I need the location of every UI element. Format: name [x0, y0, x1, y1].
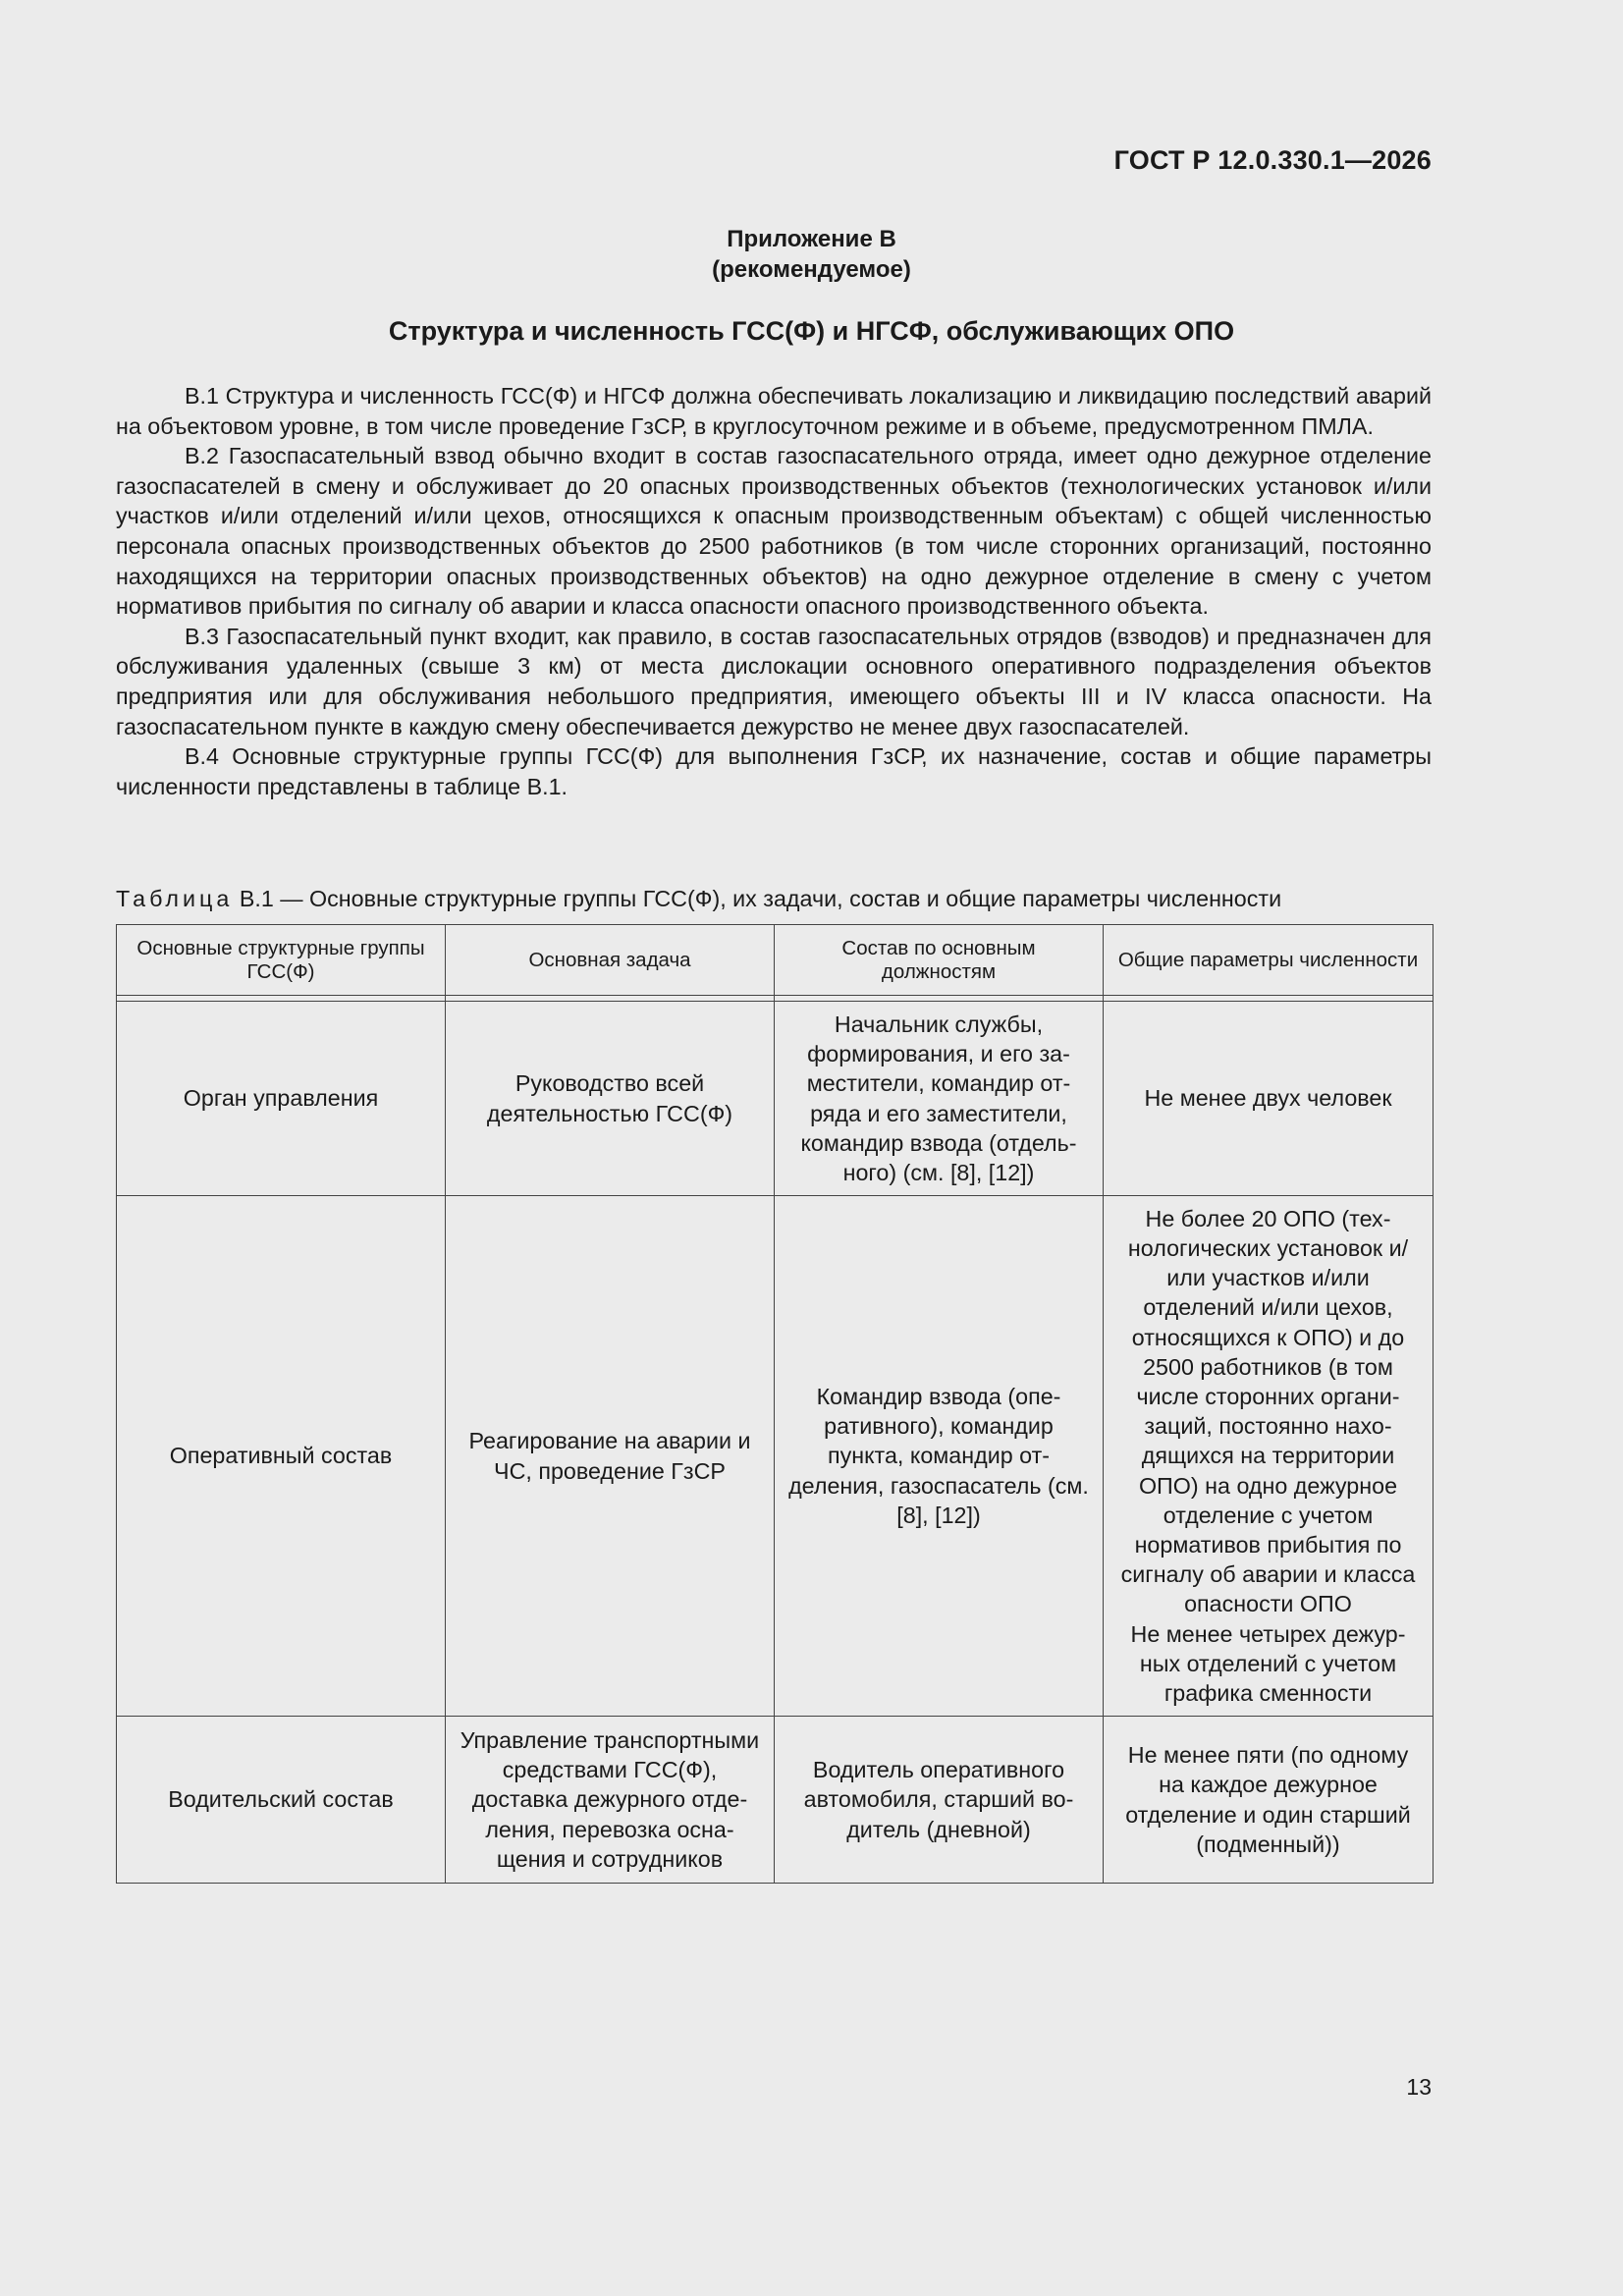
- table-row: [117, 1002, 1434, 1196]
- table-header-row: [117, 925, 1434, 996]
- cell-composition: Командир взвода (оперативного), командир пункта, командир отделения, газоспасатель (см. [8], [12]): [775, 1196, 1104, 1717]
- structure-table: [116, 924, 1434, 1884]
- cell-numbers: Не менее пяти (по одному на каждое дежурное отделение и один старший (подменный)): [1104, 1717, 1434, 1884]
- cell-group: Водительский состав: [117, 1717, 446, 1884]
- cell-task: Реагирование на аварии и ЧС, проведение ГзСР: [446, 1196, 775, 1717]
- cell-numbers: Не более 20 ОПО (технологических установок и/или участков и/или отделений и/или цехов, относящихся к ОПО) и до 2500 работников (в том числе сторонних организаций, постоянно находящихся на территории ОПО) на одно дежурное отделение с учетом нормативов прибытия по сигналу об аварии и класса опасности ОПО Не менее четырех дежурных отделений с учетом графика сменности: [1104, 1196, 1434, 1717]
- table-row: [117, 1717, 1434, 1884]
- table-caption: [116, 884, 1432, 913]
- cell-group: Орган управления: [117, 1002, 446, 1196]
- header-task: Основная задача: [446, 925, 775, 996]
- paragraph-b1: В.1 Структура и численность ГСС(Ф) и НГСФ должна обеспечивать локализацию и ликвидацию последствий аварий на объектовом уровне, в том числе проведение ГзСР, в круглосуточном режиме и в объеме, предусмотренном ПМЛА.: [116, 383, 1432, 439]
- header-composition: Состав по основным должностям: [775, 925, 1104, 996]
- table-caption-prefix: Таблица: [116, 886, 234, 911]
- cell-task: Управление транспортными средствами ГСС(Ф), доставка дежурного отделения, перевозка оснащения и сотрудников: [446, 1717, 775, 1884]
- page-number: 13: [1406, 2074, 1432, 2100]
- cell-task: Руководство всей деятельностью ГСС(Ф): [446, 1002, 775, 1196]
- table-caption-text: В.1 — Основные структурные группы ГСС(Ф), их задачи, состав и общие параметры численности: [233, 886, 1282, 911]
- cell-composition: Водитель оперативного автомобиля, старший водитель (дневной): [775, 1717, 1104, 1884]
- standard-code: ГОСТ Р 12.0.330.1—2026: [1113, 145, 1432, 175]
- annex-heading: [0, 224, 1623, 285]
- annex-title: Приложение В: [727, 226, 896, 252]
- body-text: [116, 381, 1432, 801]
- cell-numbers: Не менее двух человек: [1104, 1002, 1434, 1196]
- paragraph-b2: В.2 Газоспасательный взвод обычно входит в состав газоспасательного отряда, имеет одно дежурное отделение газоспасателей в смену и обслуживает до 20 опасных производственных объектов (технологических установок и/или участков и/или отделений и/или цехов, относящихся к опасным производственным объектам) с общей численностью персонала опасных производственных объектов до 2500 работников (в том числе сторонних организаций, постоянно находящихся на территории опасных производственных объектов) на одно дежурное отделение в смену с учетом нормативов прибытия по сигналу об аварии и класса опасности опасного производственного объекта.: [116, 443, 1432, 620]
- section-title: Структура и численность ГСС(Ф) и НГСФ, обслуживающих ОПО: [388, 316, 1235, 346]
- cell-composition: Начальник службы, формирования, и его заместители, командир отряда и его заместители, командир взвода (отдельного) (см. [8], [12]): [775, 1002, 1104, 1196]
- table-row: [117, 1196, 1434, 1717]
- paragraph-b3: В.3 Газоспасательный пункт входит, как правило, в состав газоспасательных отрядов (взводов) и предназначен для обслуживания удаленных (свыше 3 км) от места дислокации основного оперативного подразделения объектов предприятия или для обслуживания небольшого предприятия, имеющего объекты III и IV класса опасности. На газоспасательном пункте в каждую смену обеспечивается дежурство не менее двух газоспасателей.: [116, 623, 1432, 739]
- paragraph-b4: В.4 Основные структурные группы ГСС(Ф) для выполнения ГзСР, их назначение, состав и общие параметры численности представлены в таблице В.1.: [116, 743, 1432, 799]
- header-groups: Основные структурные группы ГСС(Ф): [117, 925, 446, 996]
- cell-group: Оперативный состав: [117, 1196, 446, 1717]
- annex-status: (рекомендуемое): [712, 256, 911, 283]
- header-numbers: Общие параметры численности: [1104, 925, 1434, 996]
